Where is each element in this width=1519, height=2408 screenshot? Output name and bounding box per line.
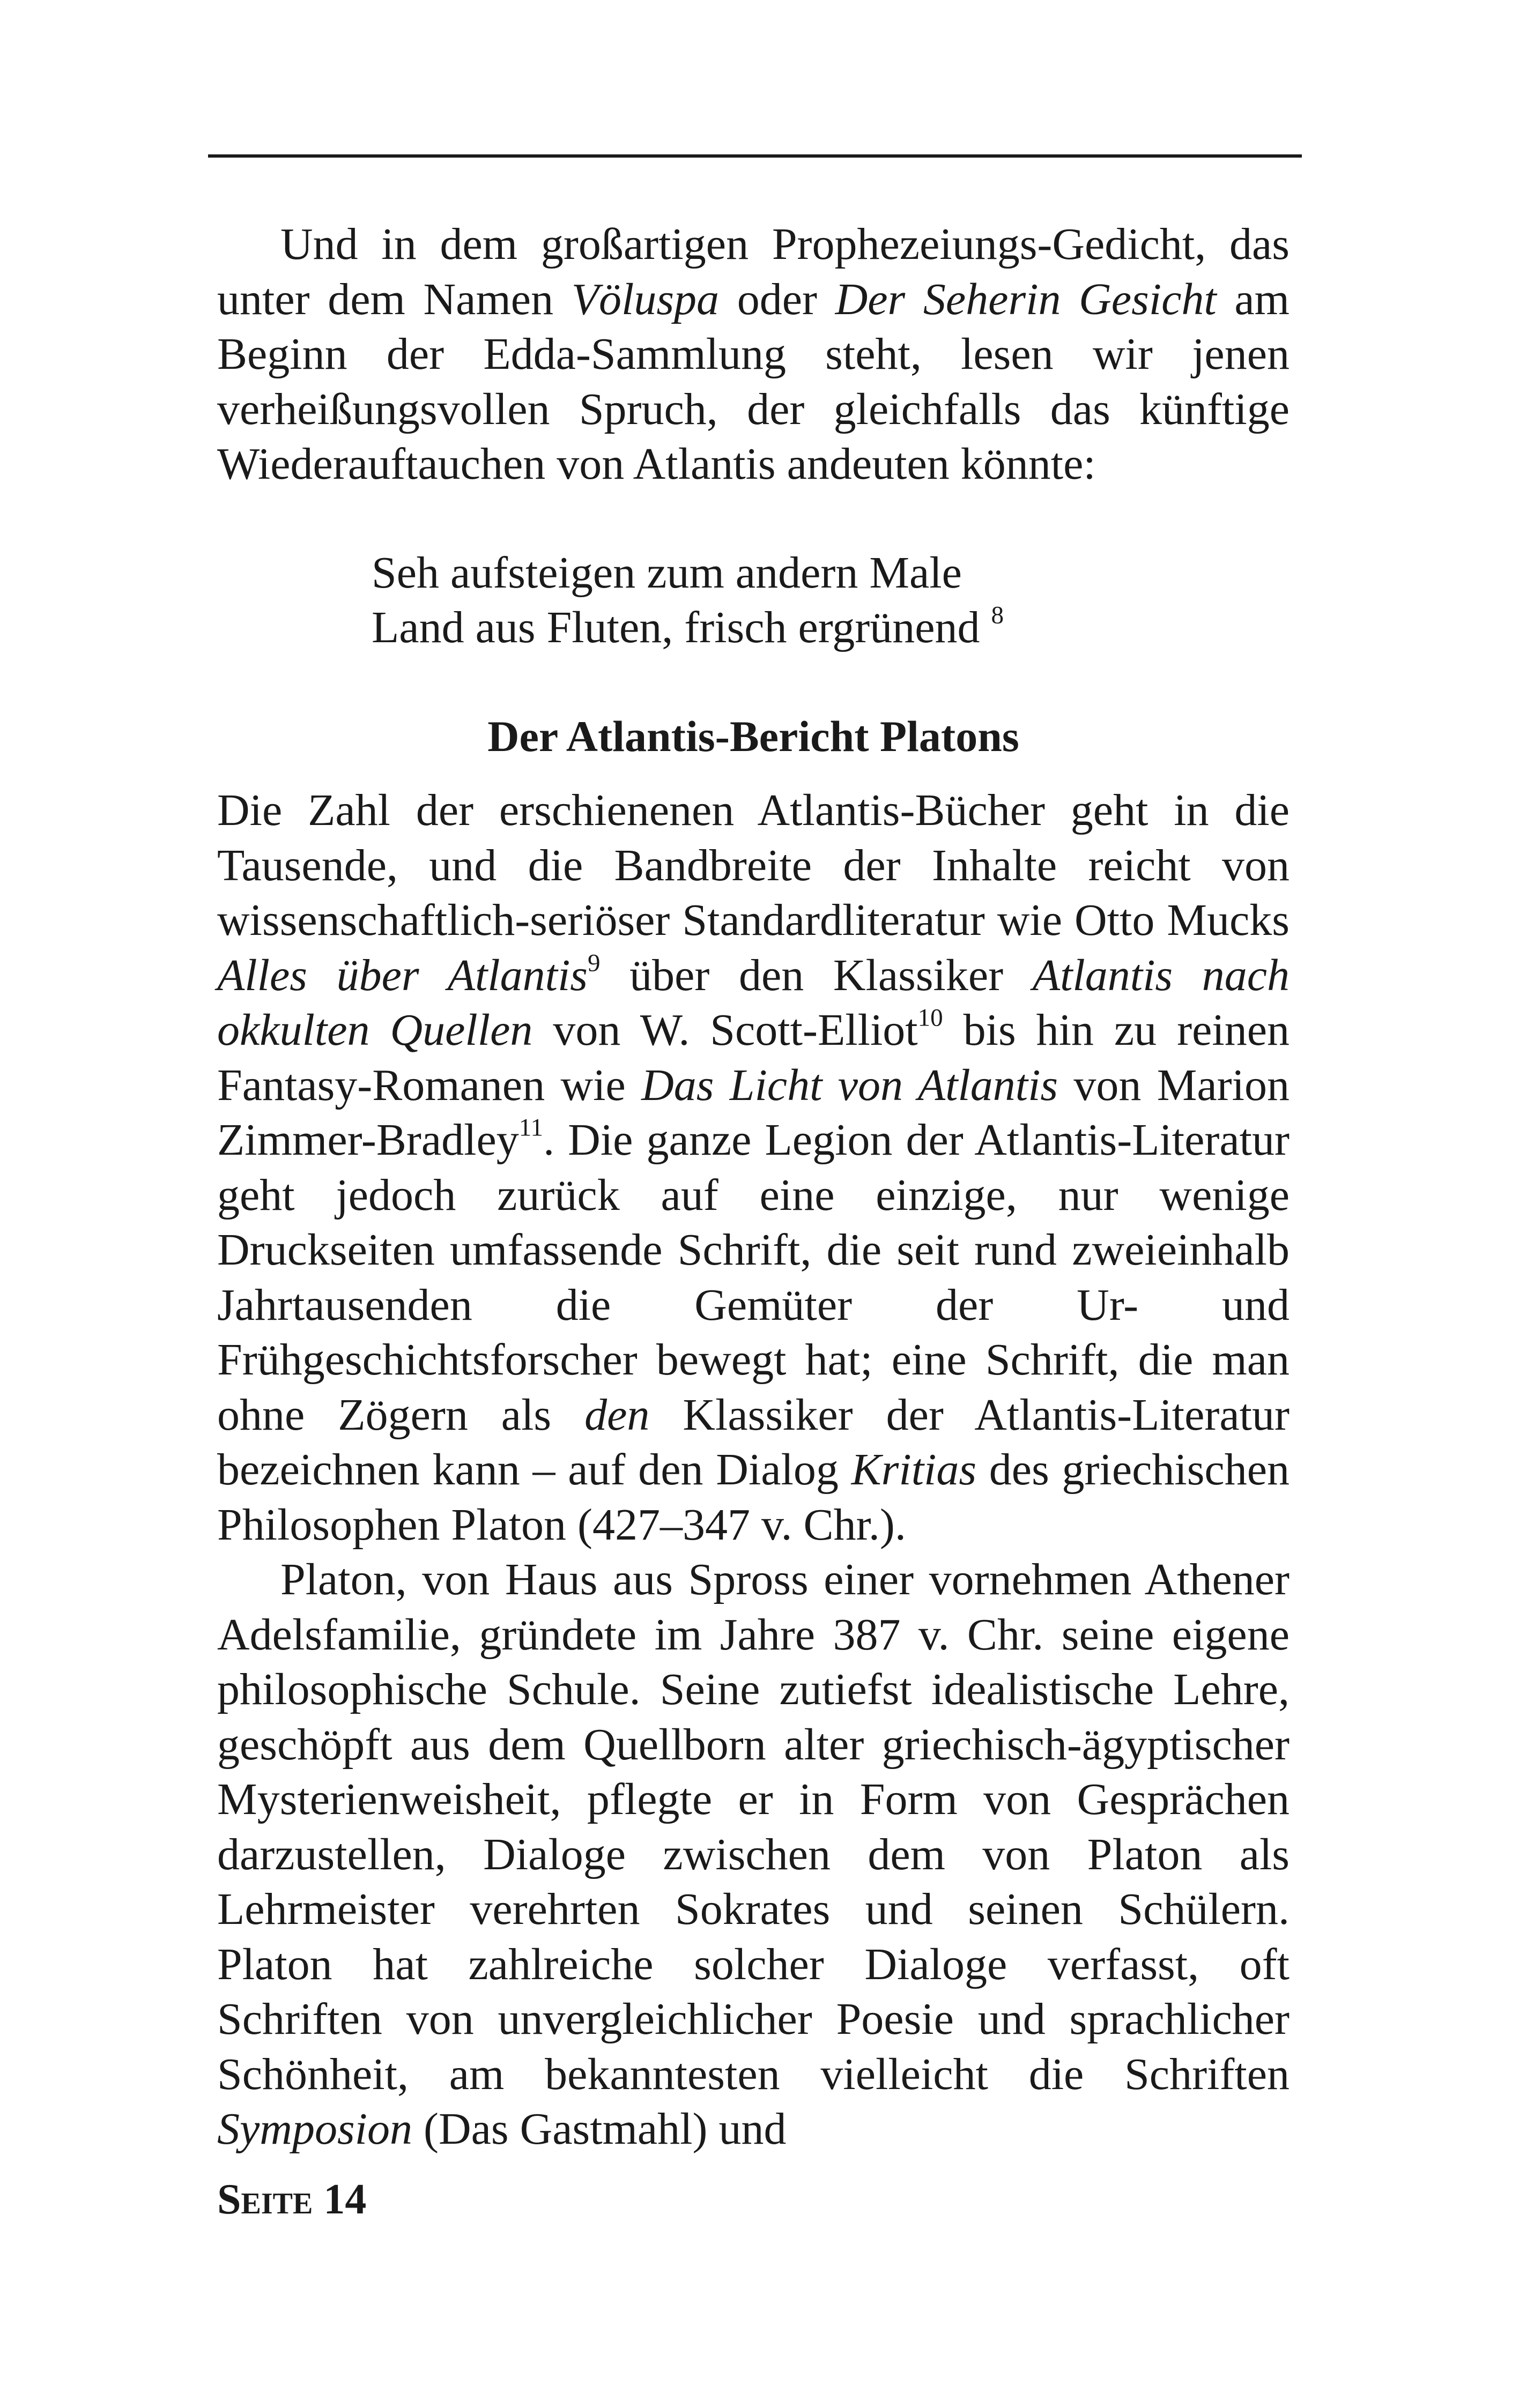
text-run: Platon, von Haus aus Spross einer vornehmen Athener Adelsfamilie, gründete im Jahre 387 v. Chr. seine eigene philosophische Schule. Seine zutiefst idealistische Lehre, geschöpft aus dem Quellborn alter griechisch-ägyptischer Mysterienweisheit, pflegte er in Form von Gesprächen darzustellen, Dialoge zwischen dem von Platon als Lehrmeister verehrten Sokrates und seinen Schülern. Platon hat zahlreiche solcher Dialoge verfasst, oft Schriften von unvergleichlicher Poesie und sprachlicher Schönheit, am bekanntesten vielleicht die Schriften	[217, 1555, 1290, 2099]
text-run: des griechischen Philosophen Platon (427–347 v. Chr.).	[217, 1445, 1290, 1550]
text-run: am Beginn der Edda-Sammlung steht, lesen wir jenen verheißungsvollen Spruch, der gleichfalls das künftige Wiederauftauchen von Atlantis andeuten könnte:	[217, 274, 1290, 489]
text-run: oder	[719, 274, 835, 324]
text-run: über den Klassiker	[600, 950, 1033, 1000]
header-rule	[208, 154, 1302, 158]
footnote-ref-11: 11	[518, 1113, 544, 1142]
page-label: Seite	[217, 2176, 313, 2223]
text-run: (Das Gastmahl) und	[412, 2104, 787, 2154]
footnote-ref-8: 8	[991, 601, 1004, 629]
verse-line-1: Seh aufsteigen zum andern Male	[372, 547, 962, 598]
verse-line-2	[372, 600, 1290, 656]
italic-title: Das Licht von Atlantis	[641, 1060, 1058, 1110]
italic-title: Der Seherin Gesicht	[835, 274, 1217, 324]
paragraph-voluspa	[217, 217, 1290, 492]
text-run: von Marion Zimmer-Bradley	[217, 1060, 1290, 1165]
italic-title: Völuspa	[571, 274, 720, 324]
text-run: bis hin zu reinen Fantasy-Romanen wie	[217, 1005, 1290, 1110]
text-run: von W. Scott-Elliot	[532, 1005, 918, 1055]
page-body	[217, 217, 1290, 2157]
footnote-ref-9: 9	[588, 949, 601, 977]
italic-title: Kritias	[851, 1445, 977, 1495]
text-run: Klassiker der Atlantis-Literatur bezeichnen kann – auf den Dialog	[217, 1389, 1290, 1495]
text-run: . Die ganze Legion der Atlantis-Literatur geht jedoch zurück auf eine einzige, nur wenige Druckseiten umfassende Schrift, die seit rund zweieinhalb Jahrtausenden die Gemüter der Ur- und Frühgeschichtsforscher bewegt hat; eine Schrift, die man ohne Zögern als	[217, 1115, 1290, 1440]
paragraph-atlantis-books	[217, 783, 1290, 1552]
paragraph-platon	[217, 1552, 1290, 2157]
italic-title: Alles über Atlantis	[217, 950, 588, 1000]
text-run: Die Zahl der erschienenen Atlantis-Bücher geht in die Tausende, und die Bandbreite der Inhalte reicht von wissenschaftlich-seriöser Standardliteratur wie Otto Mucks	[217, 785, 1290, 945]
page-number: 14	[323, 2176, 367, 2223]
text-run: Und in dem großartigen Prophezeiungs-Gedicht, das unter dem Namen	[217, 219, 1290, 324]
italic-emphasis: den	[584, 1389, 650, 1440]
verse-quote	[372, 546, 1290, 656]
page-footer	[217, 2175, 366, 2224]
italic-title: Atlantis nach okkulten Quellen	[217, 950, 1290, 1055]
section-heading: Der Atlantis-Bericht Platons	[487, 711, 1019, 761]
footnote-ref-10: 10	[917, 1004, 943, 1032]
verse-line-2-text: Land aus Fluten, frisch ergrünend	[372, 603, 991, 652]
italic-title: Symposion	[217, 2104, 412, 2154]
